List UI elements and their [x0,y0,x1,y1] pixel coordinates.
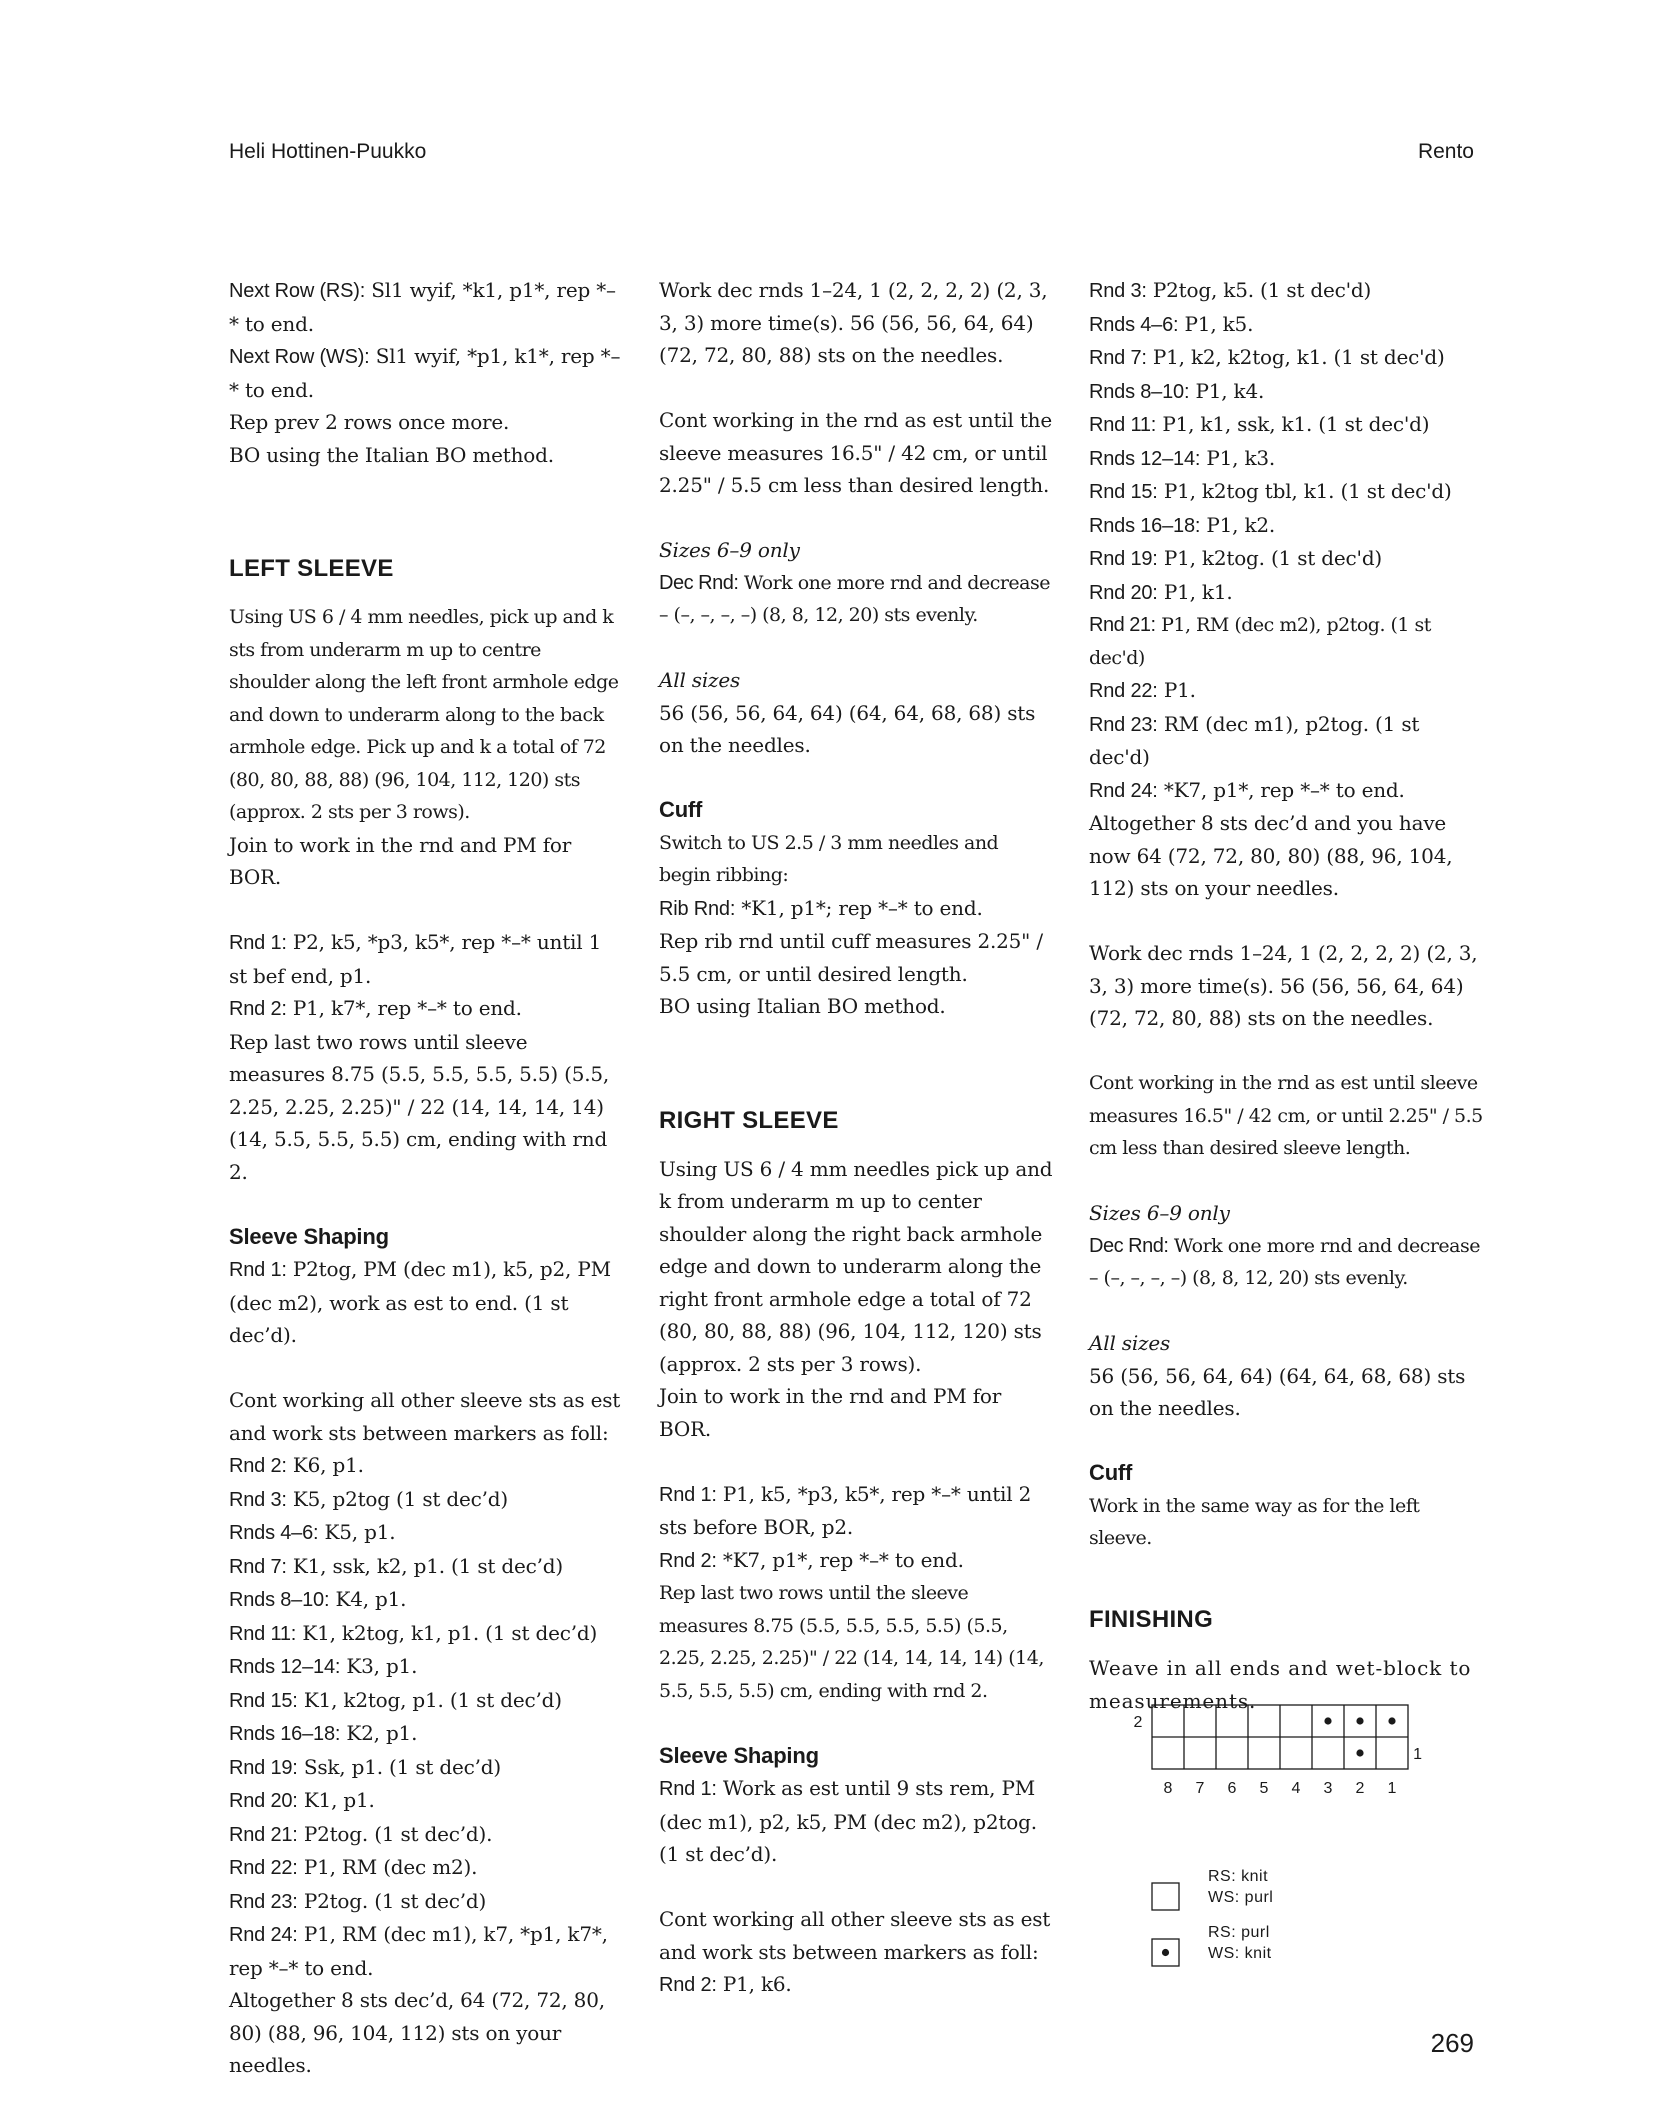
round-instruction: Rnd 11: K1, k2tog, k1, p1. (1 st dec’d) [229,1620,598,1645]
next-row-ws: Next Row (WS): Sl1 wyif, *p1, k1*, rep *–* to end. [229,344,621,402]
instruction-label: Dec Rnd: [659,571,739,594]
all-sizes-text: 56 (56, 56, 64, 64) (64, 64, 68, 68) sts on the needles. [1089,1363,1466,1420]
join-paragraph: Join to work in the rnd and PM for BOR. [659,1384,1002,1441]
round-instruction: Rnd 19: Ssk, p1. (1 st dec’d) [229,1754,502,1779]
chart-grid [1152,1705,1408,1769]
all-sizes-label: All sizes [659,668,741,692]
cont-rnd-paragraph: Cont working in the rnd as est until the sleeve measures 16.5" / 42 cm, or until 2.25" / 5.5 cm less than desired length. [659,408,1052,497]
cont-working: Cont working all other sleeve sts as est and work sts between markers as foll: [229,1388,621,1445]
instruction-label: Rnd 1: [229,1259,287,1281]
subheading-cuff: Cuff [1089,1460,1133,1485]
round-instruction: Rnd 11: P1, k1, ssk, k1. (1 st dec'd) [1089,412,1430,436]
round-instruction: Rnd 15: K1, k2tog, p1. (1 st dec’d) [229,1687,562,1712]
round-instruction: Rnds 4–6: P1, k5. [1089,311,1254,336]
column-1 [229,274,625,2082]
chart-row-label: 1 [1413,1746,1422,1763]
round-instruction: Rnd 23: RM (dec m1), p2tog. (1 st dec'd) [1089,711,1420,769]
round-instruction: Rnd 23: P2tog. (1 st dec’d) [229,1888,487,1913]
purl-dot [1324,1717,1331,1724]
running-header-title: Rento [1417,140,1474,163]
round-instruction: Rnd 21: P2tog. (1 st dec’d). [229,1821,493,1846]
rep-rib: Rep rib rnd until cuff measures 2.25" / 5.5 cm, or until desired length. [659,929,1043,986]
round-instruction: Rnd 20: P1, k1. [1089,579,1233,604]
running-header-author: Heli Hottinen-Puukko [229,140,427,163]
purl-dot [1356,1749,1363,1756]
all-sizes-label: All sizes [1089,1331,1171,1355]
legend-knit-text: RS: knit WS: purl [1208,1868,1274,1906]
round-instruction: Rnd 7: P1, k2, k2tog, k1. (1 st dec'd) [1089,345,1445,369]
subheading-sleeve-shaping: Sleeve Shaping [659,1742,819,1768]
sizes-only-label: Sizes 6–9 only [1089,1201,1230,1225]
instruction-label: Next Row (WS): [229,346,370,368]
subheading-cuff: Cuff [659,797,703,822]
dec-rnd: Dec Rnd: Work one more rnd and decrease – (–, –, –, –) (8, 8, 12, 20) sts evenly. [1089,1234,1480,1289]
subheading-sleeve-shaping: Sleeve Shaping [229,1223,389,1249]
round-instruction: Rnd 24: P1, RM (dec m1), k7, *p1, k7*, rep *–* to end. [229,1922,608,1980]
instruction-label: Rnd 1: [659,1483,717,1506]
work-dec-paragraph: Work dec rnds 1–24, 1 (2, 2, 2, 2) (2, 3, 3, 3) more time(s). 56 (56, 56, 64, 64) (72, 72, 80, 88) sts on the needles. [659,278,1048,367]
altogether-paragraph: Altogether 8 sts dec’d, 64 (72, 72, 80, 80) (88, 96, 104, 112) sts on your needles. [229,1988,605,2077]
repeat-rows: Rep prev 2 rows once more. [229,410,510,434]
round-instruction: Rnds 16–18: P1, k2. [1089,512,1276,537]
finishing-text: Weave in all ends and wet-block to measurements. [1089,1656,1472,1713]
next-row-rs: Next Row (RS): Sl1 wyif, *k1, p1*, rep *–* to end. [229,278,616,336]
rnd-2: Rnd 2: P1, k6. [659,1972,792,1996]
instruction-label: Rnd 2: [229,998,287,1020]
join-paragraph: Join to work in the rnd and PM for BOR. [229,832,572,889]
chart-col-label: 3 [1323,1780,1333,1797]
bind-off: BO using Italian BO method. [659,994,946,1018]
section-heading-right-sleeve: RIGHT SLEEVE [659,1106,839,1134]
round-instruction: Rnds 16–18: K2, p1. [229,1721,418,1745]
chart-row-label: 2 [1133,1714,1143,1731]
dec-rnd: Dec Rnd: Work one more rnd and decrease – (–, –, –, –) (8, 8, 12, 20) sts evenly. [659,571,1050,626]
round-instruction: Rnds 8–10: K4, p1. [229,1587,407,1611]
rnd-1: Rnd 1: P2, k5, *p3, k5*, rep *–* until 1 st bef end, p1. [229,930,602,988]
section-heading-left-sleeve: LEFT SLEEVE [229,555,394,582]
cuff-text: Work in the same way as for the left sleeve. [1089,1494,1420,1549]
bind-off: BO using the Italian BO method. [229,442,554,467]
cont-rnd-paragraph: Cont working in the rnd as est until sleeve measures 16.5" / 42 cm, or until 2.25" / 5.5 cm less than desired sleeve length. [1089,1072,1483,1159]
work-dec-paragraph: Work dec rnds 1–24, 1 (2, 2, 2, 2) (2, 3, 3, 3) more time(s). 56 (56, 56, 64, 64) (72, 72, 80, 88) sts on the needles. [1089,941,1478,1030]
round-instruction: Rnd 22: P1. [1089,678,1196,702]
pickup-paragraph: Using US 6 / 4 mm needles, pick up and k sts from underarm m up to centre shoulder along the left front armhole edge and down to underarm along to the back armhole edge. Pick up and k a total of 72 (80, 80, 88, 88) (96, 104, 112, 120) sts (approx. 2 sts per 3 rows). [229,606,619,823]
round-instruction: Rnds 4–6: K5, p1. [229,1520,396,1544]
instruction-label: Rnd 1: [659,1778,717,1800]
cont-working: Cont working all other sleeve sts as est and work sts between markers as foll: [659,1907,1051,1964]
round-instruction: Rnds 12–14: P1, k3. [1089,445,1276,470]
round-instruction: Rnd 7: K1, ssk, k2, p1. (1 st dec’d) [229,1553,563,1578]
section-heading-finishing: FINISHING [1089,1606,1214,1633]
chart-col-label: 2 [1355,1780,1365,1797]
repeat-last-rows: Rep last two rows until the sleeve measures 8.75 (5.5, 5.5, 5.5, 5.5) (5.5, 2.25, 2.25, 2.25)" / 22 (14, 14, 14, 14) (14, 5.5, 5.5, 5.5) cm, ending with rnd 2. [659,1582,1044,1702]
purl-dot [1356,1717,1363,1724]
chart-col-label: 8 [1163,1780,1173,1797]
rnd-1: Rnd 1: P1, k5, *p3, k5*, rep *–* until 2 sts before BOR, p2. [659,1481,1032,1539]
legend-purl-dot-icon [1162,1949,1169,1956]
legend-knit-square-icon [1152,1883,1179,1910]
rnd-2: Rnd 2: *K7, p1*, rep *–* to end. [659,1547,964,1572]
instruction-label: Rnd 1: [229,932,287,954]
pickup-paragraph: Using US 6 / 4 mm needles pick up and k from underarm m up to center shoulder along the right back armhole edge and down to underarm along the right front armhole edge a total of 72 (80, 80, 88, 88) (96, 104, 112, 120) sts (approx. 2 sts per 3 rows). [659,1156,1053,1376]
round-instruction: Rnd 21: P1, RM (dec m2), p2tog. (1 st dec'd) [1089,614,1431,669]
rib-rnd: Rib Rnd: *K1, p1*; rep *–* to end. [659,895,983,920]
legend-purl-text: RS: purl WS: knit [1208,1924,1272,1962]
chart-col-label: 4 [1291,1780,1301,1797]
instruction-label: Next Row (RS): [229,280,366,302]
cuff-switch: Switch to US 2.5 / 3 mm needles and begin ribbing: [659,831,999,886]
purl-dot [1388,1717,1395,1724]
shaping-rnd-1: Rnd 1: P2tog, PM (dec m1), k5, p2, PM (dec m2), work as est to end. (1 st dec’d). [229,1257,611,1347]
round-instruction: Rnd 19: P1, k2tog. (1 st dec'd) [1089,546,1383,570]
round-instruction: Rnd 3: K5, p2tog (1 st dec’d) [229,1486,508,1511]
shaping-rnd-1: Rnd 1: Work as est until 9 sts rem, PM (dec m1), p2, k5, PM (dec m2), p2tog. (1 st dec’d). [659,1776,1037,1866]
round-instruction: Rnds 12–14: K3, p1. [229,1654,418,1678]
column-2 [659,274,1055,2002]
round-instruction: Rnd 22: P1, RM (dec m2). [229,1855,478,1879]
instruction-label: Rnd 2: [659,1549,717,1572]
round-instruction: Rnd 20: K1, p1. [229,1788,375,1812]
round-instruction: Rnd 15: P1, k2tog tbl, k1. (1 st dec'd) [1089,479,1452,503]
chart-col-label: 1 [1387,1780,1397,1797]
round-instruction: Rnd 2: K6, p1. [229,1453,364,1477]
instruction-label: Rnd 2: [659,1974,717,1996]
repeat-last-rows: Rep last two rows until sleeve measures 8.75 (5.5, 5.5, 5.5, 5.5) (5.5, 2.25, 2.25, 2.25)" / 22 (14, 14, 14, 14) (14, 5.5, 5.5, 5.5) cm, ending with rnd 2. [229,1029,610,1184]
instruction-label: Rib Rnd: [659,897,736,920]
chart-col-label: 5 [1259,1780,1269,1797]
page-number: 269 [1430,2028,1474,2058]
altogether-paragraph: Altogether 8 sts dec’d and you have now 64 (72, 72, 80, 80) (88, 96, 104, 112) sts on your needles. [1089,811,1453,900]
chart-col-label: 7 [1195,1780,1205,1797]
sizes-only-label: Sizes 6–9 only [659,538,800,562]
all-sizes-text: 56 (56, 56, 64, 64) (64, 64, 68, 68) sts on the needles. [659,700,1036,757]
round-instruction: Rnd 3: P2tog, k5. (1 st dec'd) [1089,278,1372,302]
rnd-2: Rnd 2: P1, k7*, rep *–* to end. [229,996,522,1020]
instruction-label: Dec Rnd: [1089,1234,1169,1257]
chart-col-label: 6 [1227,1780,1237,1797]
column-3 [1089,274,1485,1717]
round-instruction: Rnds 8–10: P1, k4. [1089,378,1265,403]
round-instruction: Rnd 24: *K7, p1*, rep *–* to end. [1089,777,1405,802]
